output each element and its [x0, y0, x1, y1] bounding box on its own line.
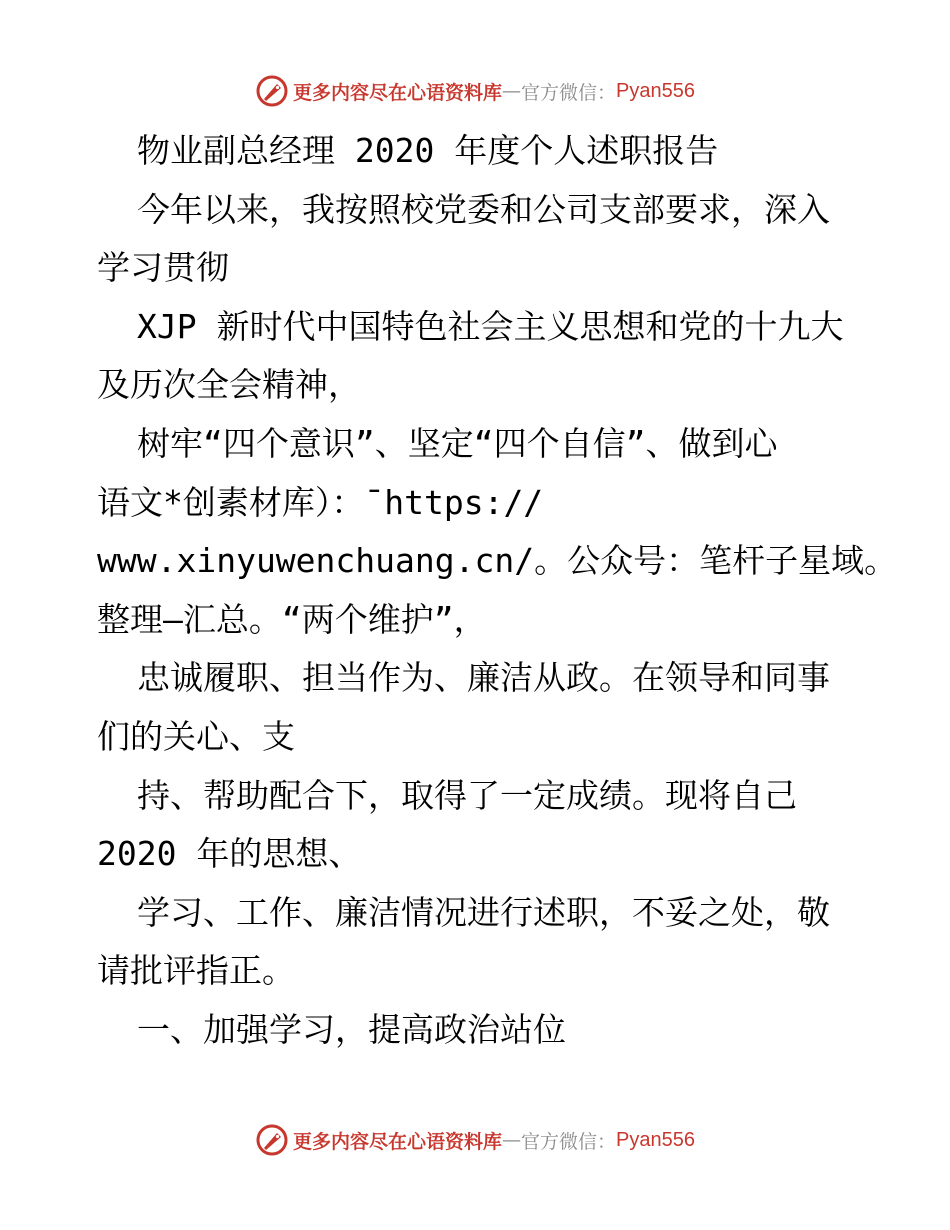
watermark-official-label: 官方微信： [521, 81, 617, 104]
watermark-brand: 更多内容尽在心语资料库 [293, 1130, 503, 1153]
paragraph-line: XJP 新时代中国特色社会主义思想和党的十九大 [137, 306, 844, 346]
paragraph-line: 及历次全会精神， [97, 365, 361, 405]
paragraph-line: 树牢“四个意识”、坚定“四个自信”、做到心 [137, 423, 778, 463]
watermark-dash: — [502, 80, 522, 102]
paragraph-line: 忠诚履职、担当作为、廉洁从政。在领导和同事 [137, 658, 830, 698]
watermark-official-label: 官方微信： [521, 1130, 617, 1153]
document-title: 物业副总经理 2020 年度个人述职报告 [137, 131, 719, 170]
paragraph-line: 请批评指正。 [97, 951, 295, 991]
section-heading: 一、加强学习，提高政治站位 [137, 1009, 566, 1049]
header-watermark [0, 71, 950, 111]
watermark-account: Pyan556 [616, 79, 695, 102]
paragraph-line: 今年以来，我按照校党委和公司支部要求，深入 [137, 189, 830, 229]
footer-watermark [0, 1120, 950, 1160]
watermark-account: Pyan556 [616, 1128, 695, 1151]
paragraph-line: 学习、工作、廉洁情况进行述职，不妥之处，敬 [137, 892, 830, 932]
paragraph-line: 2020 年的思想、 [97, 834, 362, 874]
paragraph-line: 持、帮助配合下，取得了一定成绩。现将自己 [137, 775, 797, 815]
paragraph-line: 学习贯彻 [97, 248, 229, 288]
document-body [97, 122, 898, 1060]
paragraph-line: www.xinyuwenchuang.cn/。公众号：笔杆子星域。 [97, 541, 898, 581]
paragraph-line: 们的关心、支 [97, 716, 295, 756]
watermark-dash: — [502, 1129, 522, 1151]
paragraph-line: 语文*创素材库）：¯https:// [97, 482, 544, 522]
watermark-brand: 更多内容尽在心语资料库 [293, 81, 503, 104]
paragraph-line: 整理—汇总。“两个维护”， [97, 599, 487, 639]
pen-nib-circle-icon [255, 74, 289, 108]
pen-nib-circle-icon [255, 1123, 289, 1157]
